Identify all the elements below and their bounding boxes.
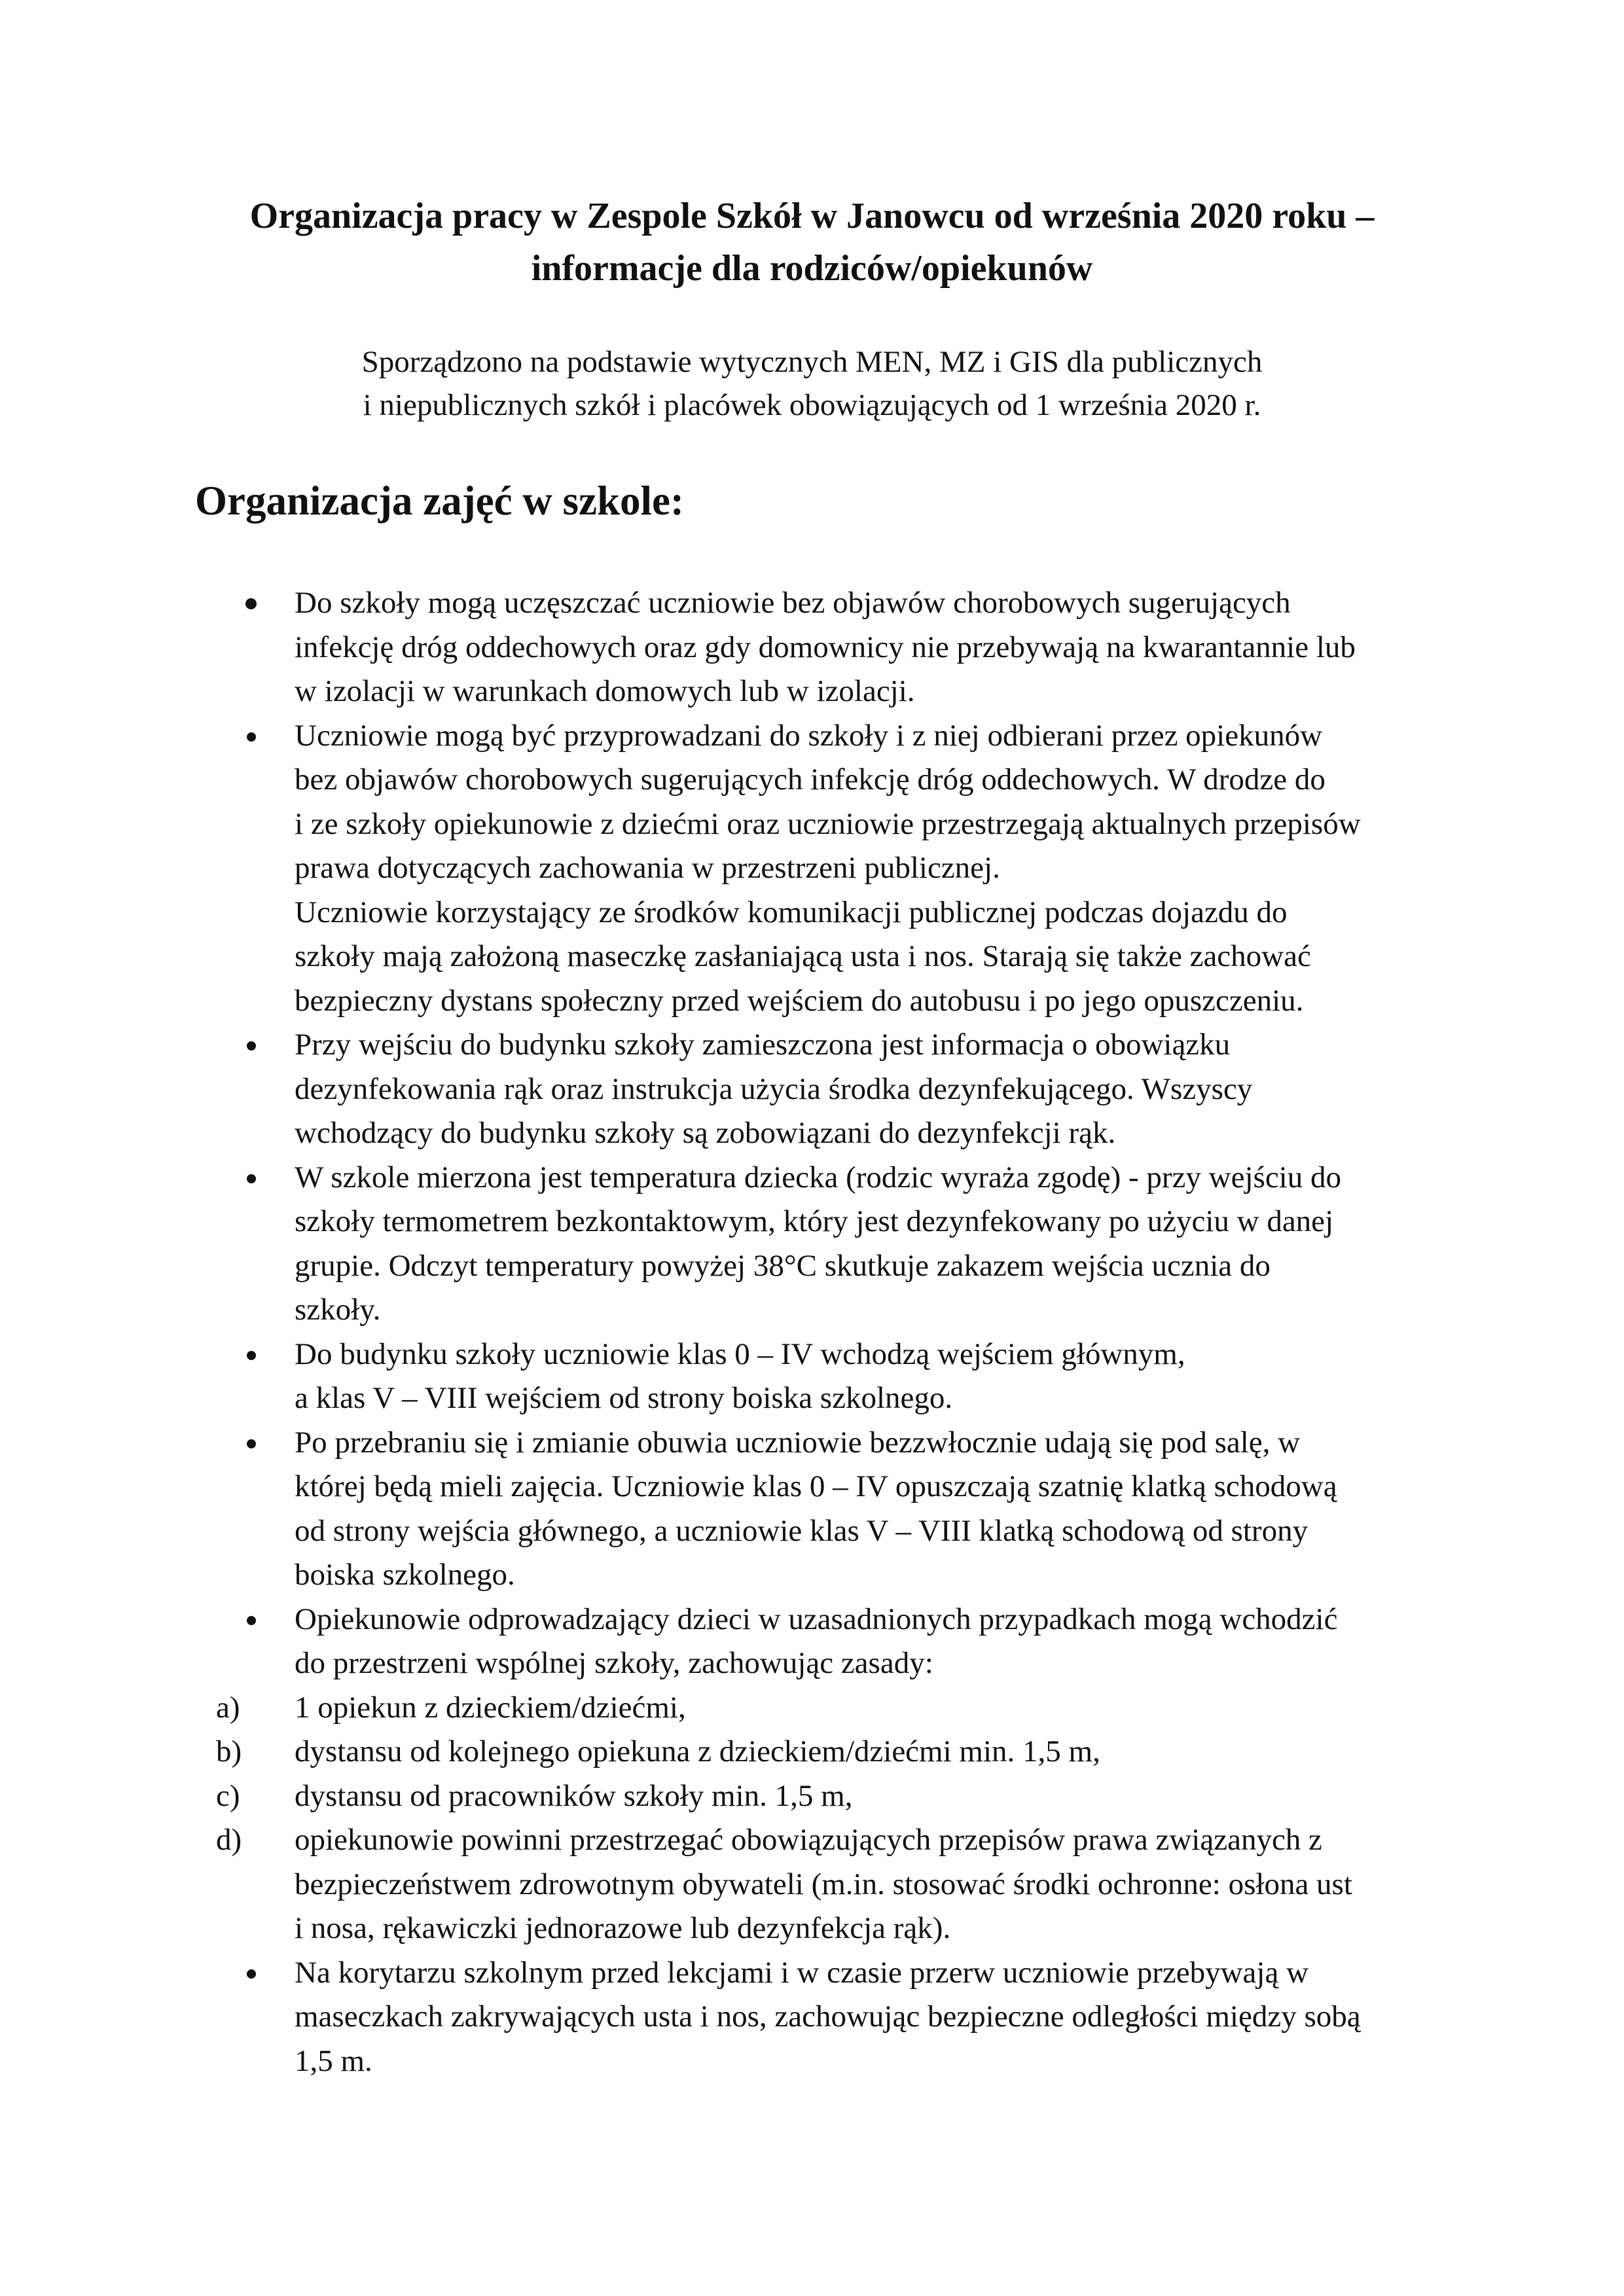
lettered-list-item [216,1686,1440,1731]
rules-list [216,581,1440,2083]
list-item-text-line: do przestrzeni wspólnej szkoły, zachowując zasady: [295,1646,933,1680]
section-heading: Organizacja zajęć w szkole: [195,478,684,524]
list-item-text-line: 1 opiekun z dzieckiem/dziećmi, [295,1690,686,1725]
list-item-text-line: szkoły termometrem bezkontaktowym, który jest dezynfekowany po użyciu w danej [295,1204,1334,1238]
list-item-text-line: Przy wejściu do budynku szkoły zamieszczona jest informacja o obowiązku [295,1028,1231,1062]
list-item-text-line: boiska szkolnego. [295,1558,515,1592]
bullet-icon [247,1174,256,1183]
list-item-text-line: szkoły. [295,1293,381,1327]
list-item-text-line: 1,5 m. [295,2043,372,2078]
list-item-text-line: i nosa, rękawiczki jednorazowe lub dezynfekcja rąk). [295,1911,951,1945]
list-item-text-line: bez objawów chorobowych sugerujących infekcję dróg oddechowych. W drodze do [295,762,1326,797]
bullet-list-item [236,581,1440,714]
bullet-list-item [236,1598,1440,1686]
subtitle-line-1: Sporządzono na podstawie wytycznych MEN, MZ i GIS dla publicznych [361,345,1263,379]
list-item-text-line: której będą mieli zajęcia. Uczniowie klas 0 – IV opuszczają szatnię klatką schodową [295,1469,1337,1503]
list-item-text-line: opiekunowie powinni przestrzegać obowiązujących przepisów prawa związanych z [295,1823,1322,1857]
list-item-text-line: prawa dotyczących zachowania w przestrzeni publicznej. [295,851,1000,885]
lettered-list-item [216,1818,1440,1951]
list-item-text-line: Uczniowie mogą być przyprowadzani do szkoły i z niej odbierani przez opiekunów [295,718,1323,753]
list-item-text-line: Do budynku szkoły uczniowie klas 0 – IV wchodzą wejściem głównym, [295,1336,1185,1371]
bullet-icon [247,732,256,742]
list-item-text-line: grupie. Odczyt temperatury powyżej 38°C skutkuje zakazem wejścia ucznia do [295,1248,1271,1283]
list-letter-marker: a) [216,1690,240,1725]
list-letter-marker: d) [216,1823,242,1857]
list-item-text-line: a klas V – VIII wejściem od strony boiska szkolnego. [295,1381,953,1415]
bullet-icon [247,1969,256,1979]
lettered-list-item [216,1730,1440,1774]
list-item-text-line: wchodzący do budynku szkoły są zobowiązani do dezynfekcji rąk. [295,1116,1116,1150]
list-letter-marker: b) [216,1734,242,1768]
document-subtitle [0,340,1624,427]
list-item-text-line: od strony wejścia głównego, a uczniowie klas V – VIII klatką schodową od strony [295,1513,1308,1548]
list-item-text-line: Opiekunowie odprowadzający dzieci w uzasadnionych przypadkach mogą wchodzić [295,1602,1338,1636]
list-item-text-line: w izolacji w warunkach domowych lub w izolacji. [295,674,915,708]
bullet-list-item [236,1951,1440,2084]
subtitle-line-2: i niepublicznych szkół i placówek obowiązujących od 1 września 2020 r. [363,388,1261,422]
bullet-list-item [236,714,1440,1024]
bullet-icon [247,1351,256,1360]
bullet-icon [247,1616,256,1625]
list-item-text-line: maseczkach zakrywających usta i nos, zachowując bezpieczne odległości między sobą [295,2000,1361,2034]
bullet-list-item [236,1421,1440,1598]
list-item-text-line: infekcję dróg oddechowych oraz gdy domownicy nie przebywają na kwarantannie lub [295,630,1356,664]
list-item-text-line: dezynfekowania rąk oraz instrukcja użycia środka dezynfekującego. Wszyscy [295,1071,1253,1106]
bullet-list-item [236,1333,1440,1421]
list-item-text-line: dystansu od kolejnego opiekuna z dzieckiem/dziećmi min. 1,5 m, [295,1734,1100,1768]
list-item-text-line: szkoły mają założoną maseczkę zasłaniającą usta i nos. Starają się także zachować [295,939,1311,973]
lettered-list-item [216,1774,1440,1819]
bullet-list-item [236,1156,1440,1333]
list-item-text-line: Do szkoły mogą uczęszczać uczniowie bez objawów chorobowych sugerujących [295,586,1291,620]
title-line-1: Organizacja pracy w Zespole Szkół w Janowcu od września 2020 roku – [249,196,1375,236]
title-line-2: informacje dla rodziców/opiekunów [531,248,1093,289]
list-item-text-line: dystansu od pracowników szkoły min. 1,5 m, [295,1778,853,1813]
list-item-text-line: bezpieczny dystans społeczny przed wejściem do autobusu i po jego opuszczeniu. [295,983,1304,1018]
list-item-text-line: Po przebraniu się i zmianie obuwia uczniowie bezzwłocznie udają się pod salę, w [295,1425,1301,1460]
list-item-text-line: i ze szkoły opiekunowie z dziećmi oraz uczniowie przestrzegają aktualnych przepisów [295,806,1361,841]
bullet-icon [245,598,257,609]
list-item-text-line: W szkole mierzona jest temperatura dziecka (rodzic wyraża zgodę) - przy wejściu do [295,1160,1341,1194]
list-item-text-line: Na korytarzu szkolnym przed lekcjami i w czasie przerw uczniowie przebywają w [295,1955,1309,1990]
list-item-text-line: bezpieczeństwem zdrowotnym obywateli (m.in. stosować środki ochronne: osłona ust [295,1867,1352,1901]
document-title [0,190,1624,295]
bullet-icon [247,1041,256,1050]
list-letter-marker: c) [216,1778,240,1813]
list-item-text-line: Uczniowie korzystający ze środków komunikacji publicznej podczas dojazdu do [295,895,1288,929]
bullet-icon [247,1439,256,1448]
bullet-list-item [236,1023,1440,1156]
